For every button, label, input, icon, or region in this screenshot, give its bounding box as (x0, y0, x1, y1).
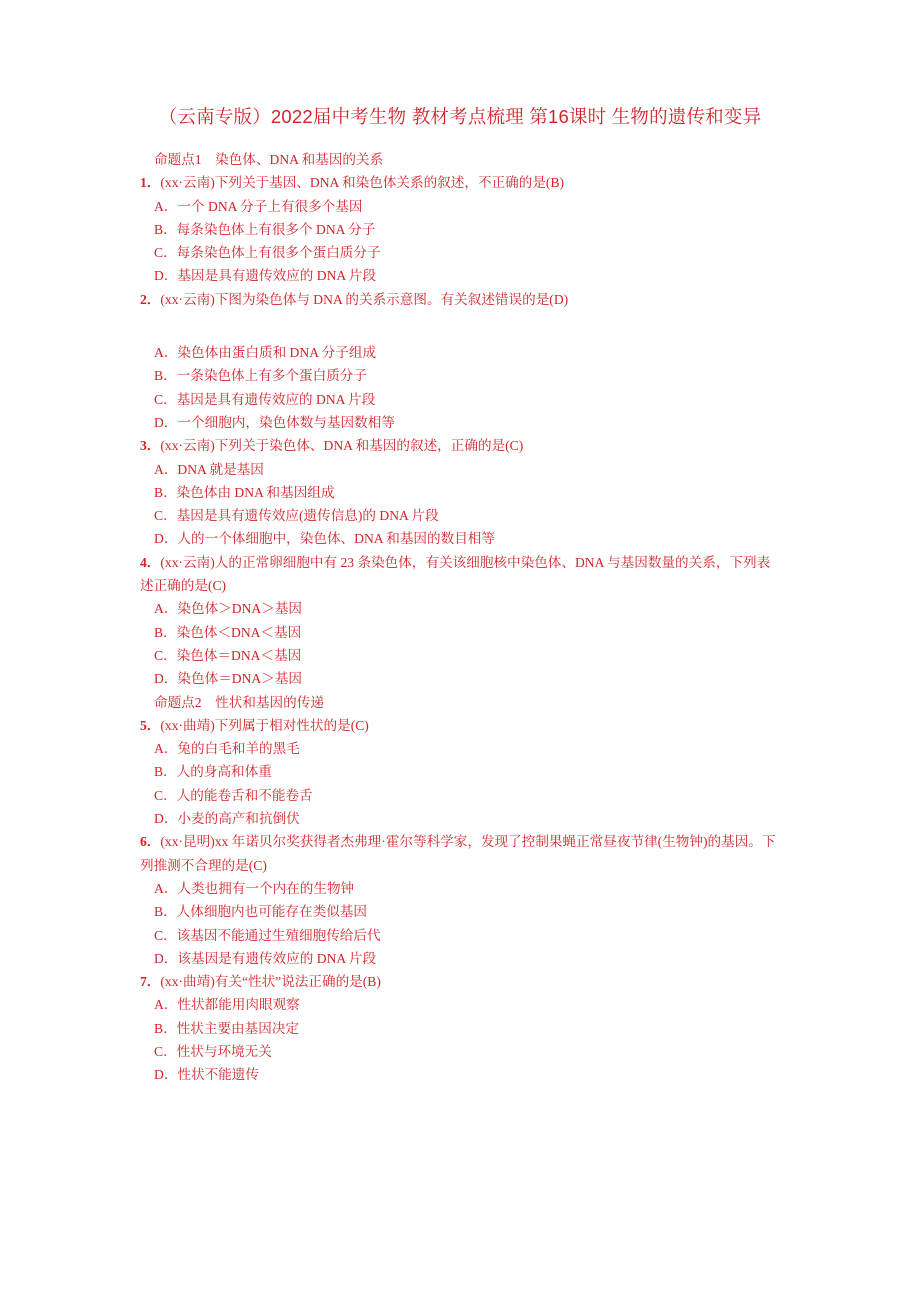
answer-option: C．性状与环境无关 (154, 1043, 272, 1059)
answer-option: B．人的身高和体重 (154, 764, 272, 780)
question-body: (xx·云南)下列关于染色体、DNA 和基因的叙述，正确的是(C) (160, 438, 524, 454)
answer-option: B．染色体由 DNA 和基因组成 (154, 484, 335, 500)
question-number: 5． (140, 717, 161, 733)
section-heading: 命题点1 染色体、DNA 和基因的关系 (154, 152, 384, 167)
answer-option: C．人的能卷舌和不能卷舌 (154, 787, 313, 803)
figure-placeholder (140, 311, 780, 341)
answer-option: C．基因是具有遗传效应的 DNA 片段 (154, 391, 376, 407)
question-number: 2． (140, 291, 161, 307)
question-text (140, 714, 780, 737)
question-text (140, 288, 780, 311)
section-heading: 命题点2 性状和基因的传递 (154, 694, 324, 710)
answer-option: B．染色体＜DNA＜基因 (154, 624, 302, 640)
answer-option: C．每条染色体上有很多个蛋白质分子 (154, 245, 381, 261)
question-text (140, 551, 780, 598)
answer-option: D．性状不能遗传 (154, 1067, 259, 1083)
question-number: 7． (140, 974, 161, 990)
answer-option: A．染色体＞DNA＞基因 (154, 601, 303, 617)
question-body: (xx·曲靖)有关“性状”说法正确的是(B) (160, 974, 381, 990)
question-number: 4． (140, 554, 161, 570)
answer-option: C．染色体＝DNA＜基因 (154, 647, 302, 663)
question-body: (xx·云南)人的正常卵细胞中有 23 条染色体，有关该细胞核中染色体、DNA 与基因数量的关系，下列表述正确的是(C) (140, 554, 771, 594)
question-text (140, 970, 780, 993)
question-number: 6． (140, 834, 161, 850)
question-text (140, 830, 780, 877)
question-body: (xx·曲靖)下列属于相对性状的是(C) (160, 717, 369, 733)
answer-option: D．染色体＝DNA＞基因 (154, 671, 303, 687)
answer-option: B．人体细胞内也可能存在类似基因 (154, 904, 367, 920)
answer-option: D．该基因是有遗传效应的 DNA 片段 (154, 950, 377, 966)
answer-option: D．一个细胞内，染色体数与基因数相等 (154, 414, 395, 430)
answer-option: A．染色体由蛋白质和 DNA 分子组成 (154, 345, 377, 361)
answer-option: A．DNA 就是基因 (154, 461, 264, 477)
question-body: (xx·昆明)xx 年诺贝尔奖获得者杰弗理·霍尔等科学家，发现了控制果蝇正常昼夜节律(生物钟)的基因。下列推测不合理的是(C) (140, 834, 776, 873)
question-text (140, 171, 780, 194)
answer-option: A．性状都能用肉眼观察 (154, 997, 300, 1013)
answer-option: D．人的一个体细胞中，染色体、DNA 和基因的数目相等 (154, 531, 495, 547)
answer-option: B．一条染色体上有多个蛋白质分子 (154, 368, 367, 384)
answer-option: C．基因是具有遗传效应(遗传信息)的 DNA 片段 (154, 508, 439, 524)
question-number: 1． (140, 175, 161, 191)
document-body (140, 148, 780, 1087)
answer-option: D．基因是具有遗传效应的 DNA 片段 (154, 268, 377, 284)
question-text (140, 434, 780, 457)
question-number: 3． (140, 438, 161, 454)
answer-option: D．小麦的高产和抗倒伏 (154, 811, 300, 827)
answer-option: B．每条染色体上有很多个 DNA 分子 (154, 221, 376, 237)
page-title: （云南专版）2022届中考生物 教材考点梳理 第16课时 生物的遗传和变异 (158, 106, 762, 127)
answer-option: A．兔的白毛和羊的黑毛 (154, 741, 300, 757)
question-body: (xx·云南)下列关于基因、DNA 和染色体关系的叙述，不正确的是(B) (160, 175, 565, 191)
question-body: (xx·云南)下图为染色体与 DNA 的关系示意图。有关叙述错误的是(D) (160, 291, 569, 307)
answer-option: B．性状主要由基因决定 (154, 1020, 300, 1036)
answer-option: C．该基因不能通过生殖细胞传给后代 (154, 927, 381, 943)
answer-option: A．一个 DNA 分子上有很多个基因 (154, 198, 363, 214)
answer-option: A．人类也拥有一个内在的生物钟 (154, 880, 355, 896)
